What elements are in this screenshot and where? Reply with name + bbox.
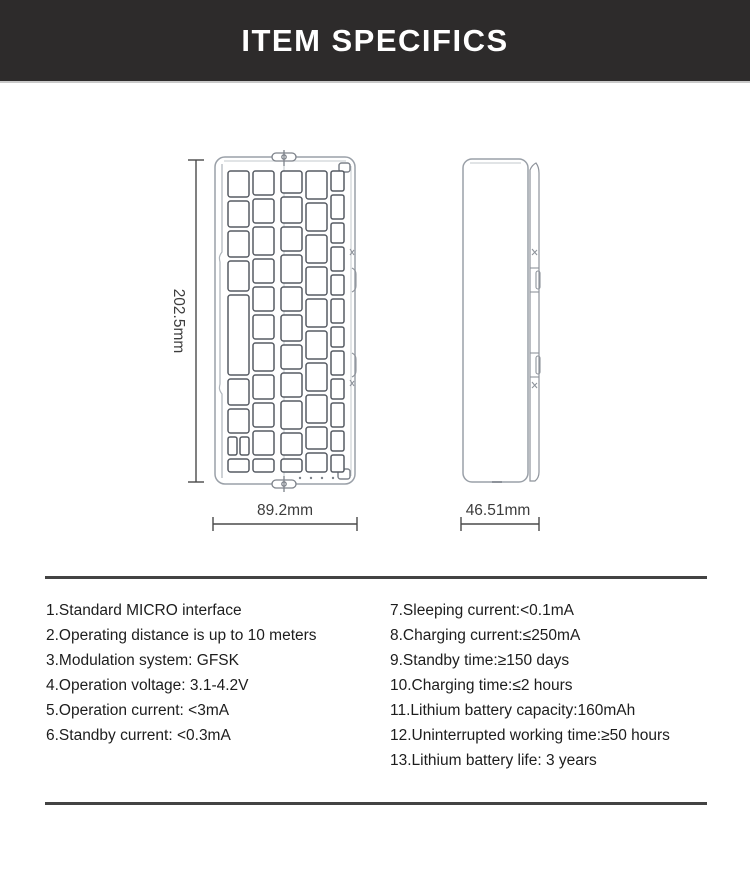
divider-bottom (45, 802, 707, 805)
spec-item: 9.Standby time:≥150 days (390, 652, 570, 669)
spec-item: 11.Lithium battery capacity:160mAh (390, 702, 636, 719)
spec-item: 12.Uninterrupted working time:≥50 hours (390, 727, 670, 744)
keyboard-diagram-svg (0, 83, 750, 553)
space-bar-key (228, 295, 249, 375)
page-title: ITEM SPECIFICS (241, 22, 509, 58)
height-dimension (188, 160, 204, 482)
width-dimension-label-top-view: 89.2mm (257, 502, 313, 519)
spec-item: 4.Operation voltage: 3.1-4.2V (46, 677, 249, 694)
spec-item: 1.Standard MICRO interface (46, 602, 242, 619)
divider-top (45, 576, 707, 579)
spec-item: 5.Operation current: <3mA (46, 702, 230, 719)
keyboard-side-view (463, 159, 540, 482)
width-dimension-top-view (213, 517, 357, 531)
spec-item: 13.Lithium battery life: 3 years (390, 752, 597, 769)
bottom-hinge (272, 476, 296, 492)
spec-item: 6.Standby current: <0.3mA (46, 727, 231, 744)
spec-item: 2.Operating distance is up to 10 meters (46, 627, 317, 644)
key-grid (228, 171, 344, 472)
keyboard-technical-drawing (0, 83, 750, 553)
spec-item: 3.Modulation system: GFSK (46, 652, 239, 669)
width-dimension-label-side-view: 46.51mm (465, 502, 531, 519)
spec-item: 8.Charging current:≤250mA (390, 627, 581, 644)
height-dimension-label: 202.5mm (169, 288, 187, 354)
side-strip-seams (530, 268, 539, 377)
spec-item: 10.Charging time:≤2 hours (390, 677, 573, 694)
width-dimension-side-view (461, 517, 539, 531)
bottom-screw-dots (299, 477, 334, 479)
top-hinge (272, 150, 296, 166)
spec-item: 7.Sleeping current:<0.1mA (390, 602, 574, 619)
spec-list-right (390, 598, 670, 773)
header-bar (0, 0, 750, 83)
spec-list-left (46, 598, 317, 748)
